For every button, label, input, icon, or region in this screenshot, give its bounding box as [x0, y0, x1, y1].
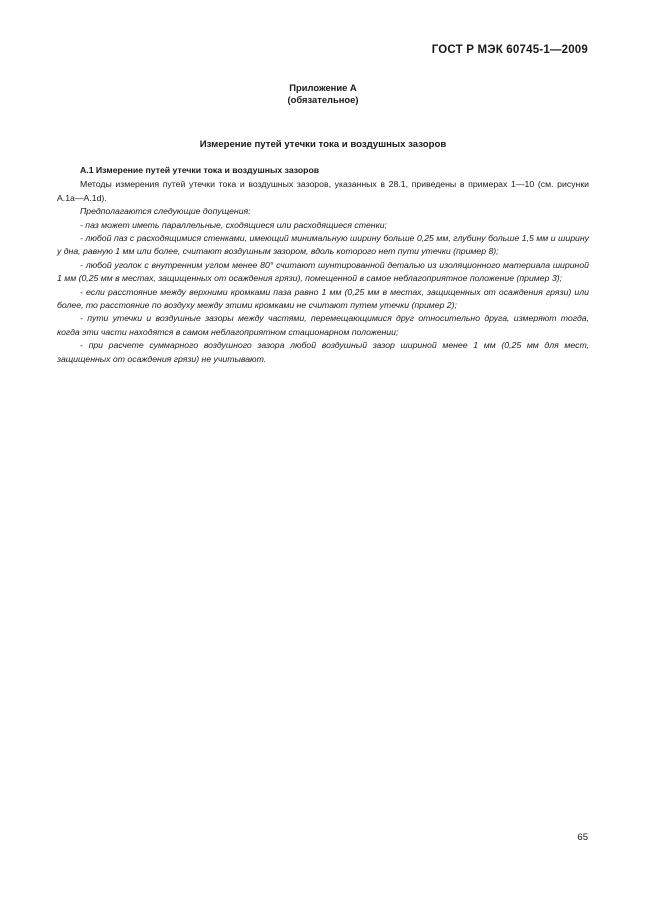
assumption-item-5: - пути утечки и воздушные зазоры между частями, перемещающимися друг относительно друга, измеряют тогда, когда эти части находятся в самом неблагоприятном стационарном положении;: [57, 313, 589, 337]
subsection-title: А.1 Измерение путей утечки тока и воздушных зазоров: [80, 165, 320, 175]
assumption-item-1: - паз может иметь параллельные, сходящиеся или расходящиеся стенки;: [80, 219, 387, 230]
document-body: [57, 164, 589, 366]
appendix-heading: [0, 82, 646, 106]
assumption-item-2: - любой паз с расходящимися стенками, имеющий минимальную ширину больше 0,25 мм, глубину больше 1,5 мм и ширину у дна, равную 1 мм или более, считают воздушным зазором, вдоль которого нет пути утечки (пример 8);: [57, 233, 589, 257]
document-code: ГОСТ Р МЭК 60745-1—2009: [431, 44, 588, 56]
assumption-item-6: - при расчете суммарного воздушного зазора любой воздушный зазор шириной менее 1 мм (0,25 мм для мест, защищенных от осаждения грязи) не учитывают.: [57, 340, 589, 364]
assumption-item-4: - если расстояние между верхними кромками паза равно 1 мм (0,25 мм в местах, защищенных от осаждения грязи) или более, то расстояние по воздуху между этими кромками не считают путем утечки (пример 2);: [57, 286, 589, 311]
section-title: Измерение путей утечки тока и воздушных зазоров: [199, 139, 447, 150]
assumption-item-3: - любой уголок с внутренним углом менее 80° считают шунтированной деталью из изоляционного материала шириной 1 мм (0,25 мм в местах, защищенных от осаждения грязи), помещенной в самое неблагоприятное положение (пример 3);: [57, 259, 589, 284]
appendix-status: (обязательное): [287, 94, 359, 105]
intro-paragraph: Методы измерения путей утечки тока и воздушных зазоров, указанных в 28.1, приведены в примерах 1—10 (см. рисунки А.1а—А.1d).: [57, 179, 589, 203]
page-number: 65: [577, 832, 588, 843]
assumptions-paragraph: Предполагаются следующие допущения:: [80, 206, 251, 217]
appendix-title: Приложение А: [289, 82, 357, 93]
